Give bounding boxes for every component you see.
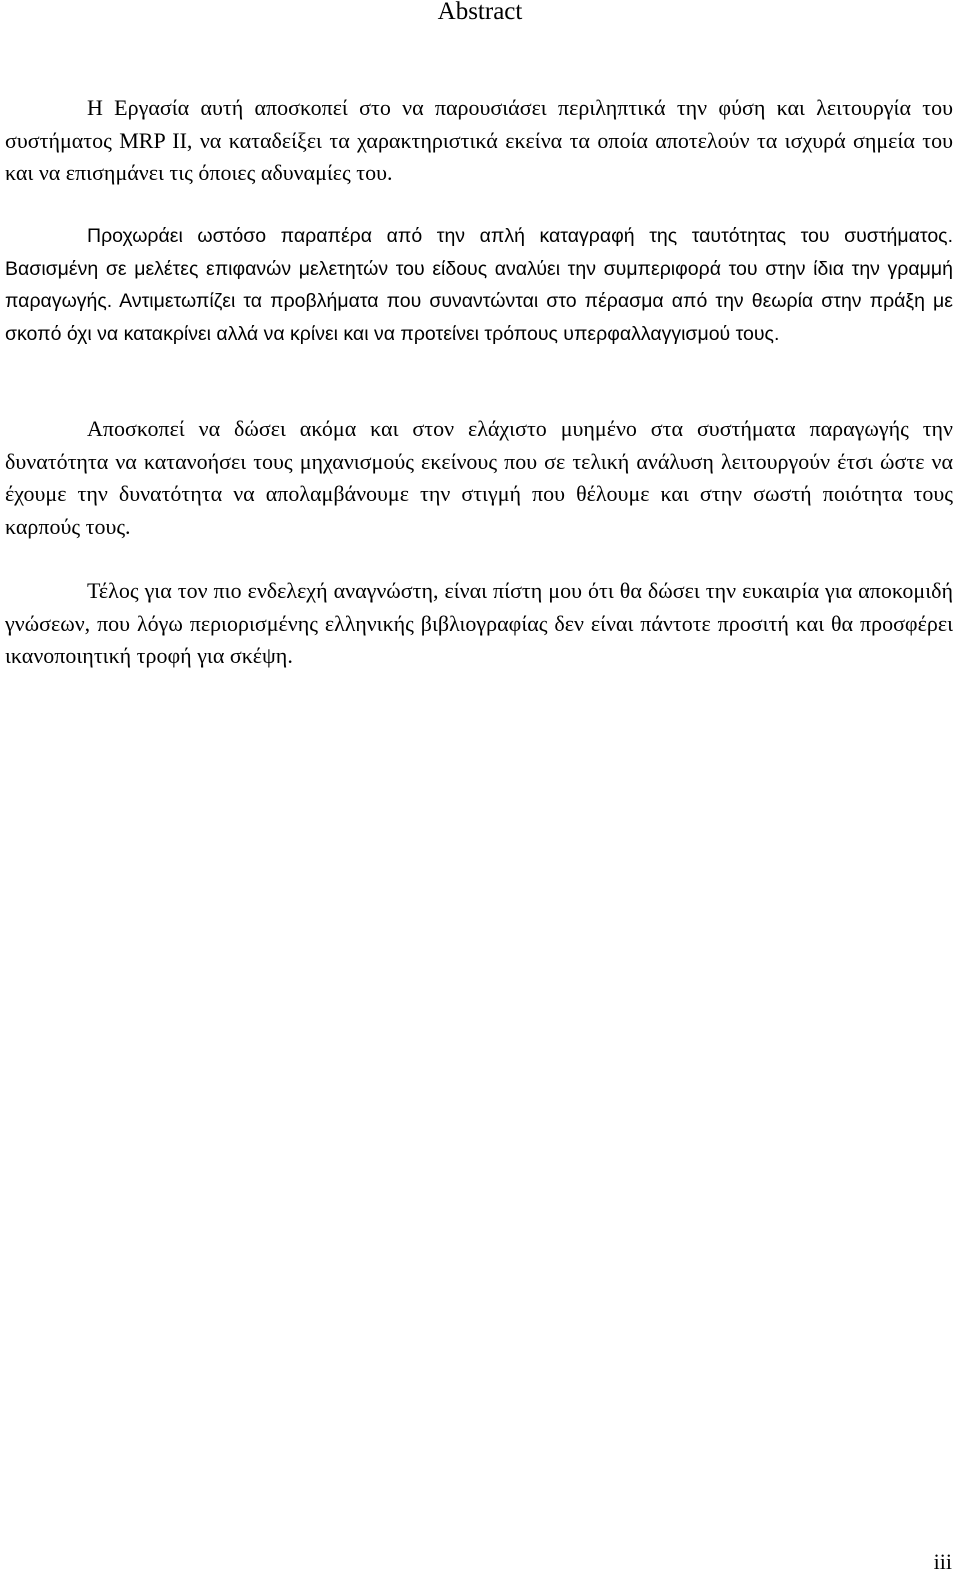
abstract-paragraph-2: Προχωράει ωστόσο παραπέρα από την απλή καταγραφή της ταυτότητας του συστήματος. Βασισμένη σε μελέτες επιφανών μελετητών του είδους αναλύει την συμπεριφορά του στην ίδια την γραμμή παραγωγής. Αντιμετωπίζει τα προβλήματα που συναντώνται στο πέρασμα από την θεωρία στην πράξη με σκοπό όχι να κατακρίνει αλλά να κρίνει και να προτείνει τρόπους υπερφαλλαγγισμού τους. bbox=[5, 225, 953, 345]
page-number: iii bbox=[933, 1549, 952, 1574]
page-title: Abstract bbox=[437, 0, 523, 25]
abstract-paragraph-3: Αποσκοπεί να δώσει ακόμα και στον ελάχιστο μυημένο στα συστήματα παραγωγής την δυνατότητα να κατανοήσει τους μηχανισμούς εκείνους που σε τελική ανάλυση λειτουργούν έτσι ώστε να έχουμε την δυνατότητα να απολαμβάνουμε την στιγμή που θέλουμε και στην σωστή ποιότητα τους καρπούς τους. bbox=[5, 416, 953, 539]
abstract-paragraph-1: Η Εργασία αυτή αποσκοπεί στο να παρουσιάσει περιληπτικά την φύση και λειτουργία του συστήματος MRP II, να καταδείξει τα χαρακτηριστικά εκείνα τα οποία αποτελούν τα ισχυρά σημεία του και να επισημάνει τις όποιες αδυναμίες του. bbox=[5, 95, 953, 185]
abstract-paragraph-4: Τέλος για τον πιο ενδελεχή αναγνώστη, είναι πίστη μου ότι θα δώσει την ευκαιρία για αποκομιδή γνώσεων, που λόγω περιορισμένης ελληνικής βιβλιογραφίας δεν είναι πάντοτε προσιτή και θα προσφέρει ικανοποιητική τροφή για σκέψη. bbox=[5, 578, 953, 668]
